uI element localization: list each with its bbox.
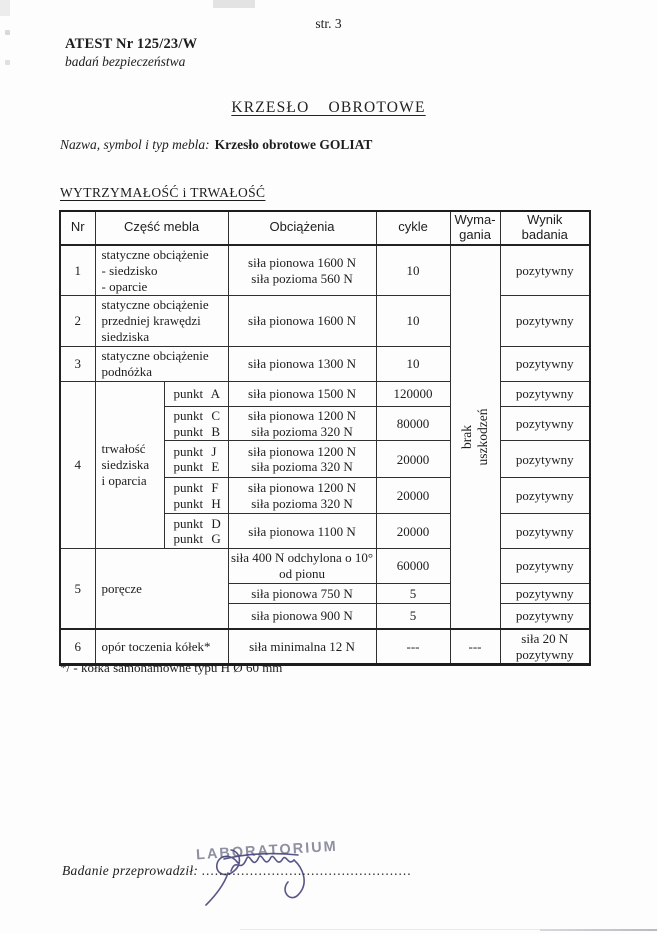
cell-part-line: siedziska (101, 457, 150, 473)
cell-cycles: 10 (376, 245, 450, 296)
cell-part-line: statyczne obciążenie (101, 246, 209, 262)
header-requirements-line: gania (459, 226, 491, 242)
header-result-line: badania (521, 226, 568, 242)
cell-result: pozytywny (500, 347, 590, 382)
table-row (60, 549, 590, 584)
header-load: Obciążenia (228, 211, 376, 245)
requirements-line: brak (458, 424, 474, 449)
cell-point-line: punkt B (173, 423, 221, 439)
cell-load (228, 245, 376, 296)
furniture-name-value: Krzesło obrotowe GOLIAT (214, 137, 373, 152)
cell-load: siła minimalna 12 N (228, 629, 376, 665)
cell-load: siła pionowa 1300 N (228, 347, 376, 382)
signature-line (62, 863, 412, 879)
cell-result-line: siła 20 N (521, 630, 569, 646)
cell-nr: 4 (60, 381, 95, 549)
cell-point-line: punkt F (173, 480, 219, 496)
cell-part-line: - oparcie (101, 278, 148, 294)
cell-load-line: siła pionowa 1600 N (248, 254, 356, 270)
cell-point (164, 406, 228, 441)
cell-nr: 6 (60, 629, 95, 665)
footnote: */ - kółka samohamowne typu H Ø 60 mm (60, 660, 283, 675)
furniture-name-line (60, 137, 372, 153)
cell-part: poręcze (95, 549, 228, 629)
header-part: Część mebla (95, 211, 228, 245)
table-row (60, 347, 590, 382)
cell-load (228, 406, 376, 441)
cell-cycles: --- (376, 629, 450, 665)
cell-point-line: punkt G (173, 531, 221, 547)
cell-point-line: punkt E (173, 459, 220, 475)
cell-cycles: 60000 (376, 549, 450, 584)
test-results-table (59, 210, 591, 666)
cell-load: siła pionowa 1600 N (228, 296, 376, 347)
cell-cycles: 20000 (376, 478, 450, 514)
cell-part-line: i oparcia (101, 473, 147, 489)
cell-nr: 3 (60, 347, 95, 382)
cell-part-line: podnóżka (101, 363, 153, 379)
cell-load: siła pionowa 1500 N (228, 381, 376, 406)
cell-load-line: siła pionowa 1200 N (248, 407, 356, 423)
page-number: str. 3 (315, 16, 342, 31)
cell-result: pozytywny (500, 549, 590, 584)
atest-subtitle: badań bezpieczeństwa (65, 54, 186, 69)
document-title: KRZESŁO OBROTOWE (231, 99, 426, 116)
cell-part (95, 347, 228, 382)
cell-point-line: punkt D (173, 515, 221, 531)
cell-part (95, 245, 228, 296)
cell-load-line: siła 400 N odchylona o 10° (230, 550, 374, 566)
cell-cycles: 10 (376, 347, 450, 382)
cell-cycles: 80000 (376, 406, 450, 441)
cell-point-line: punkt C (173, 407, 221, 423)
cell-requirements: --- (450, 629, 500, 665)
cell-part: opór toczenia kółek* (95, 629, 228, 665)
cell-nr: 5 (60, 549, 95, 629)
table-header-row (60, 211, 590, 245)
cell-cycles: 120000 (376, 381, 450, 406)
header-nr: Nr (60, 211, 95, 245)
cell-load-line: siła pozioma 320 N (251, 459, 353, 475)
requirements-line: uszkodzeń (475, 408, 491, 466)
cell-load: siła pionowa 750 N (228, 584, 376, 604)
cell-load-line: od pionu (279, 566, 325, 582)
scan-artifact (213, 0, 255, 8)
scan-artifact (540, 929, 657, 931)
section-title: WYTRZYMAŁOŚĆ i TRWAŁOŚĆ (60, 185, 266, 200)
cell-cycles: 5 (376, 604, 450, 629)
cell-result (500, 629, 590, 665)
cell-result: pozytywny (500, 604, 590, 629)
atest-number: ATEST Nr 125/23/W (65, 36, 198, 52)
cell-part-line: - siedzisko (101, 262, 158, 278)
cell-point: punkt A (164, 381, 228, 406)
cell-load: siła pionowa 1100 N (228, 514, 376, 549)
cell-load (228, 478, 376, 514)
header-result-line: Wynik (527, 212, 563, 227)
cell-part-line: statyczne obciążenie (101, 348, 209, 364)
header-requirements-line: Wyma- (454, 212, 496, 227)
table-row (60, 296, 590, 347)
cell-cycles: 20000 (376, 514, 450, 549)
scan-artifact (0, 0, 10, 16)
cell-point-line: punkt H (173, 495, 221, 511)
cell-result: pozytywny (500, 296, 590, 347)
cell-load-line: siła pionowa 1200 N (248, 480, 356, 496)
cell-cycles: 10 (376, 296, 450, 347)
laboratory-stamp: LABORATORIUM (195, 838, 339, 864)
cell-point (164, 478, 228, 514)
cell-part-line: siedziska (101, 329, 150, 345)
table-row (60, 381, 590, 406)
cell-load: siła pionowa 900 N (228, 604, 376, 629)
cell-load-line: siła pozioma 320 N (251, 495, 353, 511)
cell-cycles: 20000 (376, 441, 450, 478)
cell-result: pozytywny (500, 245, 590, 296)
cell-part (95, 296, 228, 347)
cell-cycles: 5 (376, 584, 450, 604)
cell-part (95, 381, 164, 549)
cell-part-line: statyczne obciążenie (101, 297, 209, 313)
cell-result: pozytywny (500, 584, 590, 604)
signature-dotted-line: ................................................ (201, 863, 412, 878)
cell-result: pozytywny (500, 478, 590, 514)
furniture-name-label: Nazwa, symbol i typ mebla: (60, 137, 210, 152)
cell-part-line: trwałość (101, 441, 146, 457)
cell-result: pozytywny (500, 381, 590, 406)
signature-label: Badanie przeprowadził: (62, 863, 199, 878)
table-row (60, 245, 590, 296)
cell-result: pozytywny (500, 514, 590, 549)
cell-point (164, 514, 228, 549)
cell-nr: 2 (60, 296, 95, 347)
cell-load (228, 441, 376, 478)
cell-result: pozytywny (500, 441, 590, 478)
scan-artifact (5, 60, 10, 65)
cell-requirements-span (450, 245, 500, 629)
header-result (500, 211, 590, 245)
header-cycles: cykle (376, 211, 450, 245)
cell-result: pozytywny (500, 406, 590, 441)
cell-result-line: pozytywny (515, 646, 574, 662)
cell-part-line: przedniej krawędzi (101, 313, 201, 329)
cell-point (164, 441, 228, 478)
header-requirements (450, 211, 500, 245)
cell-load-line: siła pionowa 1200 N (248, 443, 356, 459)
cell-point-line: punkt J (173, 443, 217, 459)
cell-load-line: siła pozioma 320 N (251, 423, 353, 439)
cell-nr: 1 (60, 245, 95, 296)
requirements-vertical-text (459, 408, 491, 465)
cell-load (228, 549, 376, 584)
cell-load-line: siła pozioma 560 N (251, 270, 353, 286)
scan-artifact (240, 929, 540, 930)
